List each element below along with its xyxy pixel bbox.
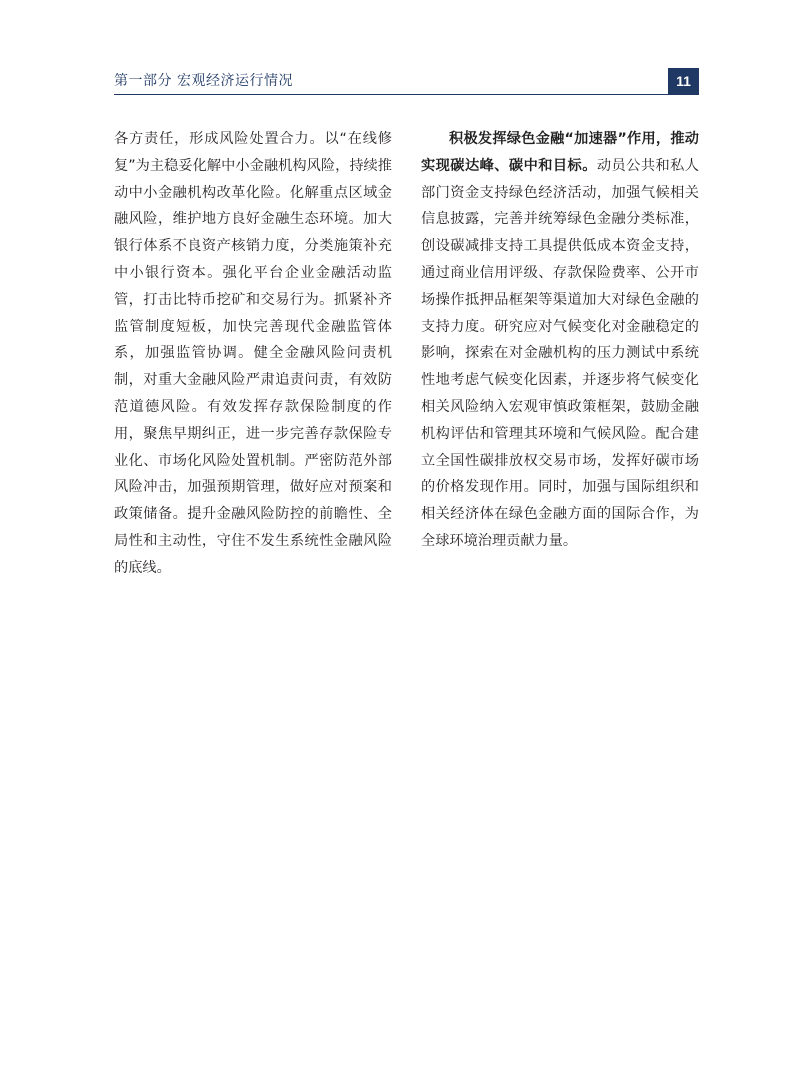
paragraph-lead-heading: 积极发挥绿色金融“加速器”作用，推动实现碳达峰、碳中和目标。 [421, 131, 699, 174]
left-column-paragraph: 各方责任，形成风险处置合力。以“在线修复”为主稳妥化解中小金融机构风险，持续推动中小金融机构改革化险。化解重点区域金融风险，维护地方良好金融生态环境。加大银行体系不良资产核销力度，分类施策补充中小银行资本。强化平台企业金融活动监管，打击比特币挖矿和交易行为。抓紧补齐监管制度短板，加快完善现代金融监管体系，加强监管协调。健全金融风险问责机制，对重大金融风险严肃追责问责，有效防范道德风险。有效发挥存款保险制度的作用，聚焦早期纠正，进一步完善存款保险专业化、市场化风险处置机制。严密防范外部风险冲击，加强预期管理，做好应对预案和政策储备。提升金融风险防控的前瞻性、全局性和主动性，守住不发生系统性金融风险的底线。 [114, 131, 392, 576]
right-column-paragraph [421, 126, 699, 555]
page-header [114, 68, 699, 98]
paragraph-body: 动员公共和私人部门资金支持绿色经济活动，加强气候相关信息披露，完善并统筹绿色金融分类标准，创设碳减排支持工具提供低成本资金支持，通过商业信用评级、存款保险费率、公开市场操作抵押品框架等渠道加大对绿色金融的支持力度。研究应对气候变化对金融稳定的影响，探索在对金融机构的压力测试中系统性地考虑气候变化因素，并逐步将气候变化相关风险纳入宏观审慎政策框架，鼓励金融机构评估和管理其环境和气候风险。配合建立全国性碳排放权交易市场，发挥好碳市场的价格发现作用。同时，加强与国际组织和相关经济体在绿色金融方面的国际合作，为全球环境治理贡献力量。 [421, 157, 699, 549]
section-title: 第一部分 宏观经济运行情况 [114, 73, 293, 89]
header-divider [114, 94, 671, 95]
page-number-badge: 11 [668, 68, 699, 95]
